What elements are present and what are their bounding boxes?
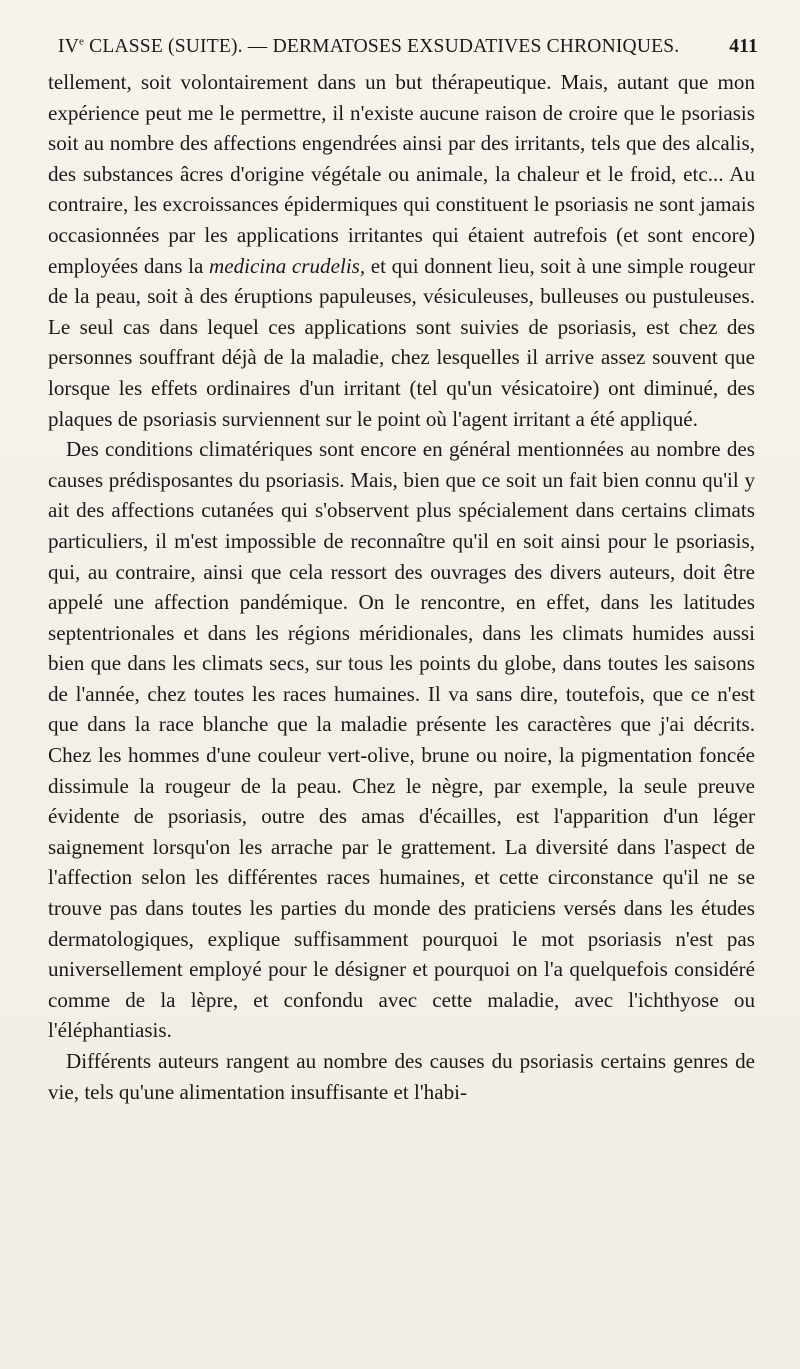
- paragraph: Des conditions climatériques sont encore en général mentionnées au nombre des causes prédisposantes du psoriasis. Mais, bien que ce soit un fait bien connu qu'il y ait des affections cutanées qui s'observent plus spécialement dans certains climats particuliers, il m'est impossible de reconnaître qu'il en soit ainsi pour le psoriasis, qui, au contraire, ainsi que cela ressort des ouvrages des divers auteurs, doit être appelé une affection pandémique. On le rencontre, en effet, dans les latitudes septentrionales et dans les régions méridionales, dans les climats humides aussi bien que dans les climats secs, sur tous les points du globe, dans toutes les saisons de l'année, chez toutes les races humaines. Il va sans dire, toutefois, que ce n'est que dans la race blanche que la maladie présente les caractères que j'ai décrits. Chez les hommes d'une couleur vert-olive, brune ou noire, la pigmentation foncée dissimule la rougeur de la peau. Chez le nègre, par exemple, la seule preuve évidente de psoriasis, outre des amas d'écailles, est l'apparition d'un léger saignement lorsqu'on les arrache par le grattement. La diversité dans l'aspect de l'affection selon les différentes races humaines, et cette circonstance qu'il ne se trouve pas dans toutes les parties du monde des praticiens versés dans les études dermatologiques, explique suffisamment pourquoi le mot psoriasis n'est pas universellement employé pour le désigner et pourquoi on l'a quelquefois considéré comme de la lèpre, et confondu avec cette maladie, avec l'ichthyose ou l'éléphantiasis.: [48, 437, 755, 1043]
- italic-term: medicina crudelis,: [208, 253, 366, 278]
- paragraph: [48, 67, 755, 434]
- class-label: IV: [58, 36, 79, 57]
- page-number: 411: [729, 36, 758, 57]
- running-header: [58, 36, 758, 66]
- text-run: et qui donnent lieu, soit à une simple rougeur de la peau, soit à des éruptions papuleuses, vésiculeuses, bulleuses ou pustuleuses. Le seul cas dans lequel ces applications sont suivies de psoriasis, est chez des personnes souffrant déjà de la maladie, chez lesquelles il arrive assez souvent que lorsque les effets ordinaires d'un irritant (tel qu'un vésicatoire) ont diminué, des plaques de psoriasis surviennent sur le point où l'agent irritant a été appliqué.: [48, 253, 756, 431]
- paragraph: Différents auteurs rangent au nombre des causes du psoriasis certains genres de vie, tels qu'une alimentation insuffisante et l'habi-: [48, 1049, 755, 1104]
- class-superscript: e: [78, 35, 85, 48]
- running-header-title: [58, 36, 679, 58]
- chapter-title: CLASSE (SUITE). — DERMATOSES EXSUDATIVES CHRONIQUES.: [84, 36, 680, 57]
- text-run: tellement, soit volontairement dans un but thérapeutique. Mais, autant que mon expérience peut me le permettre, il n'existe aucune raison de croire que le psoriasis soit au nombre des affections engendrées ainsi par des irritants, tels que des alcalis, des substances âcres d'origine végétale ou animale, la chaleur et le froid, etc... Au contraire, les excroissances épidermiques qui constituent le psoriasis ne sont jamais occasionnées par les applications irritantes qui étaient autrefois (et sont encore) employées dans la: [48, 70, 755, 278]
- body-text: [48, 67, 755, 1107]
